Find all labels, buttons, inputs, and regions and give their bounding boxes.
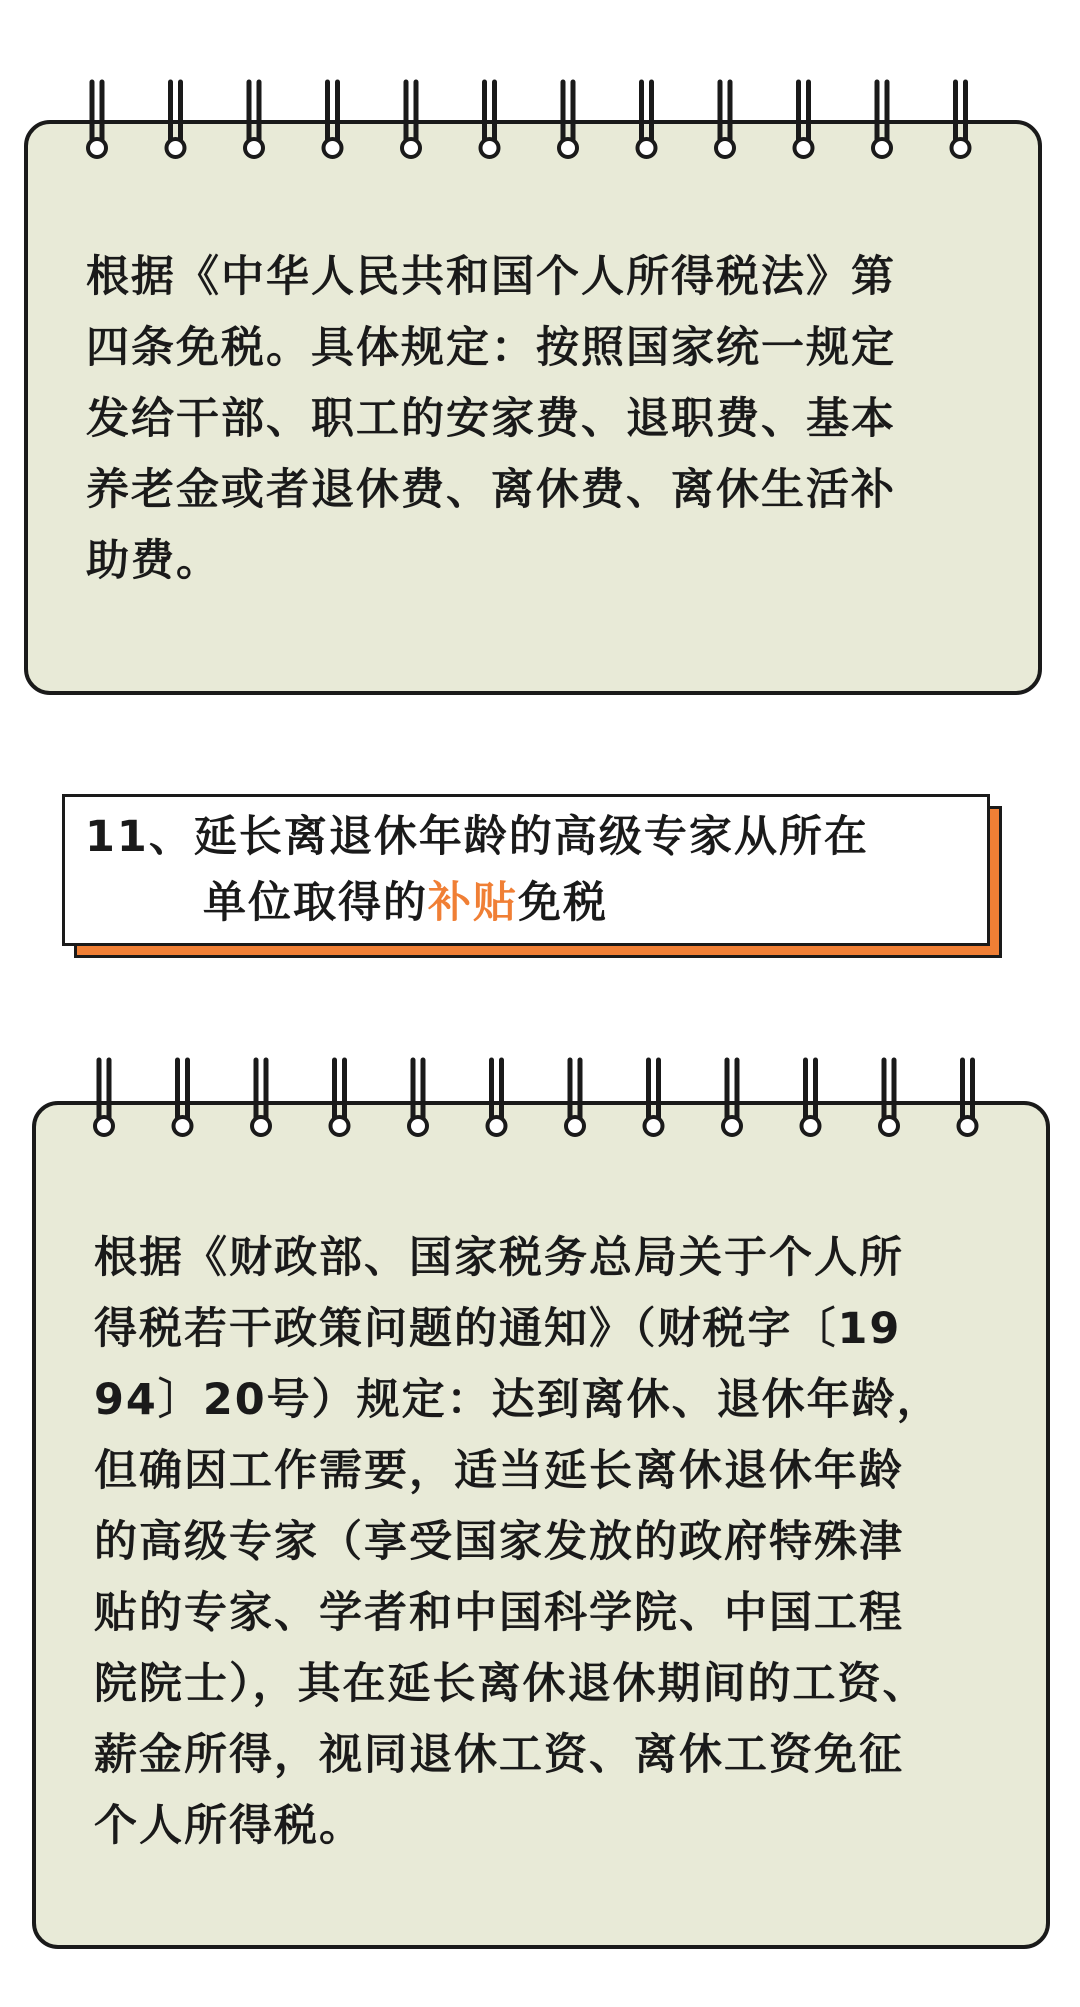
spiral-binding-top-1: [0, 82, 1080, 162]
spiral-binding-ring-icon: [95, 1060, 113, 1135]
spiral-binding-ring-icon: [481, 82, 499, 157]
spiral-binding-ring-icon: [638, 82, 656, 157]
spiral-binding-ring-icon: [409, 1060, 427, 1135]
spiral-binding-ring-icon: [167, 82, 185, 157]
heading-box: [62, 794, 990, 946]
spiral-binding-ring-icon: [880, 1060, 898, 1135]
spiral-binding-ring-icon: [402, 82, 420, 157]
spiral-binding-ring-icon: [566, 1060, 584, 1135]
spiral-binding-top-2: [0, 1060, 1080, 1140]
heading-highlight-word: 补贴: [428, 878, 518, 928]
spiral-binding-ring-icon: [488, 1060, 506, 1135]
spiral-binding-ring-icon: [959, 1060, 977, 1135]
note-card-2: [32, 1101, 1050, 1949]
heading-line-1: 11、延长离退休年龄的高级专家从所在: [85, 812, 869, 862]
section-heading: [62, 794, 1002, 958]
spiral-binding-ring-icon: [873, 82, 891, 157]
spiral-binding-ring-icon: [723, 1060, 741, 1135]
card-1-text: 根据《中华人民共和国个人所得税法》第 四条免税。具体规定：按照国家统一规定 发给干部、职工的安家费、退职费、基本 养老金或者退休费、离休费、离休生活补 助费。: [86, 252, 896, 586]
card-2-text: 根据《财政部、国家税务总局关于个人所 得税若干政策问题的通知》（财税字〔19 94〕20号）规定：达到离休、退休年龄， 但确因工作需要，适当延长离休退休年龄 的高级专家（享受国家发放的政府特殊津 贴的专家、学者和中国科学院、中国工程 院院士），其在延长离休退休期间的工资、 薪金所得，视同退休工资、离休工资免征 个人所得税。: [94, 1233, 942, 1851]
spiral-binding-ring-icon: [716, 82, 734, 157]
heading-line-2-suffix: 免税: [518, 878, 608, 928]
spiral-binding-ring-icon: [324, 82, 342, 157]
spiral-binding-ring-icon: [245, 82, 263, 157]
spiral-binding-ring-icon: [802, 1060, 820, 1135]
spiral-binding-ring-icon: [88, 82, 106, 157]
spiral-binding-ring-icon: [331, 1060, 349, 1135]
spiral-binding-ring-icon: [559, 82, 577, 157]
note-card-1: [24, 120, 1042, 695]
heading-line-2-prefix: 单位取得的: [203, 878, 428, 928]
heading-line-2: [203, 873, 608, 933]
spiral-binding-ring-icon: [645, 1060, 663, 1135]
spiral-binding-ring-icon: [252, 1060, 270, 1135]
spiral-binding-ring-icon: [952, 82, 970, 157]
spiral-binding-ring-icon: [795, 82, 813, 157]
spiral-binding-ring-icon: [174, 1060, 192, 1135]
